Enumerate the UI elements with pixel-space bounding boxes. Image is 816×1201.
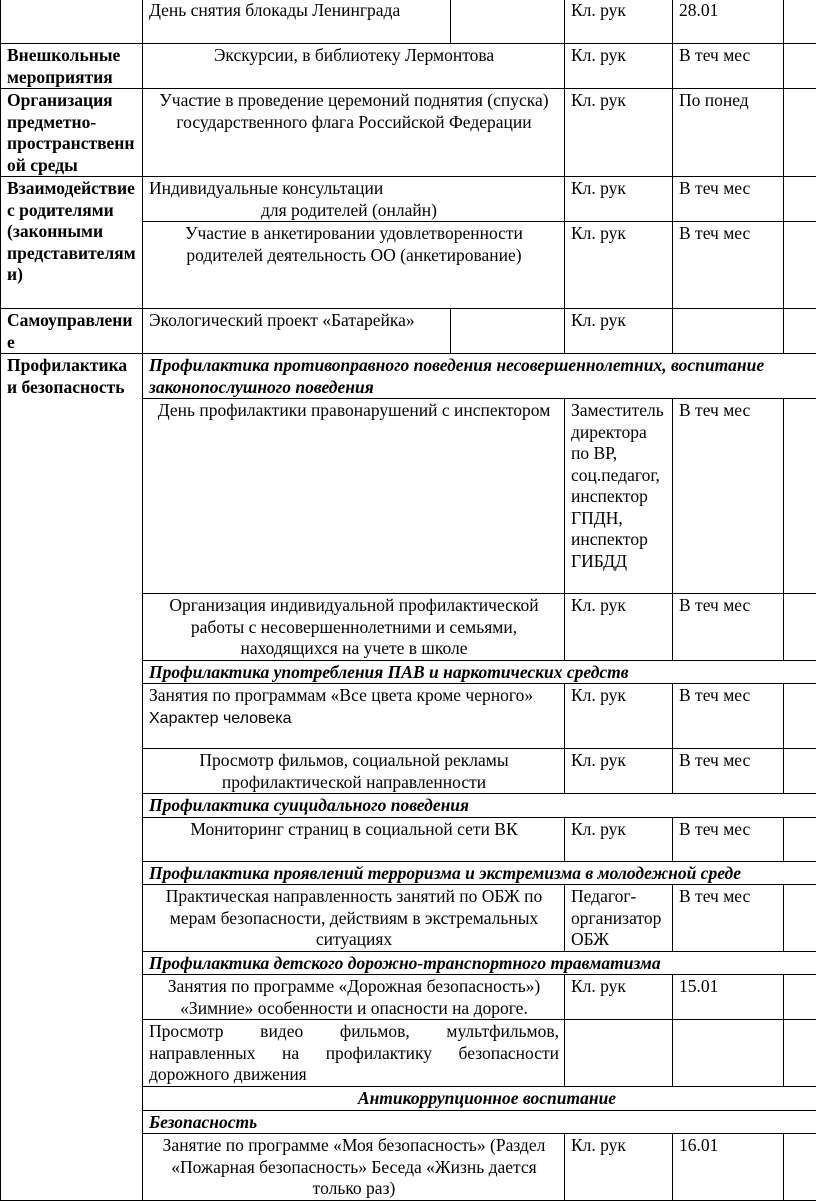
date-cell: В теч мес <box>673 749 784 794</box>
empty-cell <box>784 222 816 309</box>
date-cell <box>673 309 784 354</box>
subsection-heading: Безопасность <box>143 1110 816 1134</box>
empty-cell <box>784 975 816 1020</box>
empty-cell <box>784 399 816 594</box>
date-cell: 16.01 <box>673 1134 784 1201</box>
subsection-heading: Профилактика суицидального поведения <box>143 794 816 818</box>
responsible-cell: Кл. рук <box>565 684 673 749</box>
event-cell: Экологический проект «Батарейка» <box>143 309 451 354</box>
responsible-cell: Кл. рук <box>565 0 673 44</box>
responsible-cell <box>565 1020 673 1087</box>
event-cell: Участие в анкетировании удовлетворенности родителей деятельность ОО (анкетирование) <box>143 222 565 309</box>
responsible-cell: Кл. рук <box>565 177 673 222</box>
date-cell: В теч мес <box>673 222 784 309</box>
section-cell-empty <box>1 0 143 44</box>
table-row <box>1 354 816 399</box>
event-cell: День снятия блокады Ленинграда <box>143 0 451 44</box>
empty-cell <box>784 684 816 749</box>
subsection-heading: Антикоррупционное воспитание <box>143 1087 816 1111</box>
event-cell: Практическая направленность занятий по ОБЖ по мерам безопасности, действиям в экстремальных ситуациях <box>143 885 565 952</box>
empty-cell <box>784 177 816 222</box>
responsible-cell: Кл. рук <box>565 594 673 661</box>
responsible-cell: Кл. рук <box>565 309 673 354</box>
event-cell: День профилактики правонарушений с инспектором <box>143 399 565 594</box>
subsection-heading: Профилактика употребления ПАВ и наркотических средств <box>143 660 816 684</box>
event-cell: Просмотр видео фильмов, мультфильмов, направленных на профилактику безопасности дорожного движения <box>143 1020 565 1087</box>
empty-cell <box>784 44 816 89</box>
section-title: Внешкольные мероприятия <box>1 44 143 89</box>
responsible-cell: Педагог-организатор ОБЖ <box>565 885 673 952</box>
date-cell: В теч мес <box>673 399 784 594</box>
event-cell: Занятие по программе «Моя безопасность» (Раздел «Пожарная безопасность» Беседа «Жизнь дается только раз) <box>143 1134 565 1201</box>
event-extra-text: Характер человека <box>149 710 292 727</box>
date-cell: В теч мес <box>673 817 784 861</box>
date-cell: 15.01 <box>673 975 784 1020</box>
empty-cell <box>451 0 565 44</box>
empty-cell <box>784 309 816 354</box>
table-row <box>1 177 816 222</box>
consult-line-2: для родителей (онлайн) <box>149 200 559 222</box>
event-cell <box>143 177 565 222</box>
empty-cell <box>784 89 816 177</box>
empty-cell <box>784 1134 816 1201</box>
table-row <box>1 44 816 89</box>
responsible-cell: Кл. рук <box>565 817 673 861</box>
event-cell: Экскурсии, в библиотеку Лермонтова <box>143 44 565 89</box>
section-title: Взаимодействие с родителями (законными представителями) <box>1 177 143 309</box>
event-cell: Занятия по программе «Дорожная безопасность») «Зимние» особенности и опасности на дороге. <box>143 975 565 1020</box>
date-cell: В теч мес <box>673 885 784 952</box>
subsection-heading: Профилактика противоправного поведения несовершеннолетних, воспитание законопослушного поведения <box>143 354 816 399</box>
empty-cell <box>784 885 816 952</box>
responsible-cell: Кл. рук <box>565 975 673 1020</box>
responsible-cell: Кл. рук <box>565 44 673 89</box>
empty-cell <box>451 309 565 354</box>
event-cell: Участие в проведение церемоний поднятия (спуска) государственного флага Российской Федерации <box>143 89 565 177</box>
date-cell: По понед <box>673 89 784 177</box>
section-title: Самоуправление <box>1 309 143 354</box>
responsible-cell: Кл. рук <box>565 89 673 177</box>
date-cell <box>673 1020 784 1087</box>
empty-cell <box>784 749 816 794</box>
subsection-heading: Профилактика детского дорожно-транспортного травматизма <box>143 951 816 975</box>
table-row <box>1 309 816 354</box>
responsible-cell: Заместитель директора по ВР, соц.педагог, инспектор ГПДН, инспектор ГИБДД <box>565 399 673 594</box>
date-cell: В теч мес <box>673 44 784 89</box>
table-row <box>1 89 816 177</box>
empty-cell <box>784 817 816 861</box>
responsible-cell: Кл. рук <box>565 222 673 309</box>
responsible-cell: Кл. рук <box>565 1134 673 1201</box>
subsection-heading: Профилактика проявлений терроризма и экстремизма в молодежной среде <box>143 861 816 885</box>
event-cell: Организация индивидуальной профилактической работы с несовершеннолетними и семьями, находящихся на учете в школе <box>143 594 565 661</box>
empty-cell <box>784 1020 816 1087</box>
event-cell <box>143 684 565 749</box>
empty-cell <box>784 0 816 44</box>
empty-cell <box>784 594 816 661</box>
responsible-cell: Кл. рук <box>565 749 673 794</box>
date-cell: 28.01 <box>673 0 784 44</box>
event-cell: Просмотр фильмов, социальной рекламы профилактической направленности <box>143 749 565 794</box>
section-title: Организация предметно-пространственной среды <box>1 89 143 177</box>
date-cell: В теч мес <box>673 594 784 661</box>
date-cell: В теч мес <box>673 684 784 749</box>
event-text: Занятия по программам «Все цвета кроме черного» <box>149 685 533 705</box>
table-row <box>1 0 816 44</box>
section-title: Профилактика и безопасность <box>1 354 143 1201</box>
date-cell: В теч мес <box>673 177 784 222</box>
consult-line-1: Индивидуальные консультации <box>149 178 383 198</box>
event-cell: Мониторинг страниц в социальной сети ВК <box>143 817 565 861</box>
